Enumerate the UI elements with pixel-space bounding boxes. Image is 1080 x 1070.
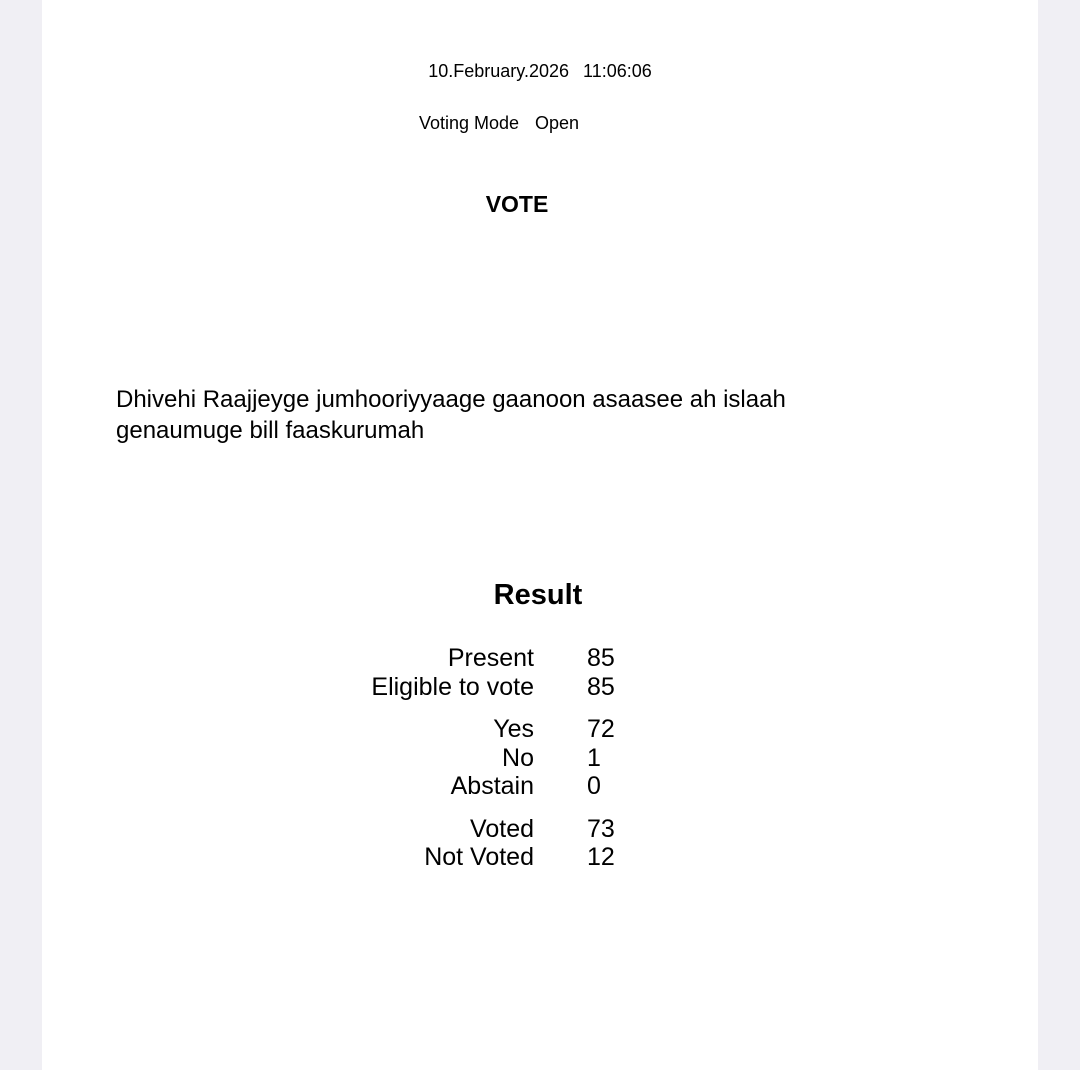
turnout-group (42, 815, 1038, 872)
datetime (42, 60, 1038, 82)
result-label: Voted (470, 814, 534, 843)
result-label: Yes (493, 715, 534, 743)
result-row-present (42, 644, 1038, 673)
voting-mode-value: Open (535, 113, 580, 133)
result-value: 85 (587, 644, 615, 672)
result-value: 85 (587, 672, 615, 701)
vote-date: 10.February.2026 (428, 61, 570, 81)
motion-title: Dhivehi Raajjeyge jumhooriyyaage gaanoon asaasee ah islaah genaumuge bill faaskurumah (116, 386, 786, 444)
result-value: 72 (587, 715, 615, 743)
vote-result-page (42, 0, 1038, 1070)
result-value: 73 (587, 814, 615, 843)
result-label: Abstain (450, 772, 534, 800)
results-table (42, 644, 1038, 886)
votes-group (42, 715, 1038, 801)
result-row-no (42, 744, 1038, 773)
result-label: Not Voted (424, 843, 534, 871)
voting-mode (42, 112, 956, 134)
result-value: 1 (587, 743, 601, 772)
result-value: 12 (587, 843, 615, 871)
voting-mode-label: Voting Mode (418, 113, 520, 133)
result-row-eligible (42, 673, 1038, 702)
vote-time: 11:06:06 (583, 61, 652, 81)
result-row-abstain (42, 772, 1038, 801)
result-value: 0 (587, 772, 601, 800)
vote-heading: VOTE (485, 191, 549, 217)
result-label: Present (447, 644, 534, 672)
result-row-not-voted (42, 843, 1038, 872)
result-row-voted (42, 815, 1038, 844)
result-label: Eligible to vote (371, 672, 534, 701)
result-row-yes (42, 715, 1038, 744)
result-label: No (502, 743, 534, 772)
attendance-group (42, 644, 1038, 701)
result-heading: Result (493, 579, 583, 611)
